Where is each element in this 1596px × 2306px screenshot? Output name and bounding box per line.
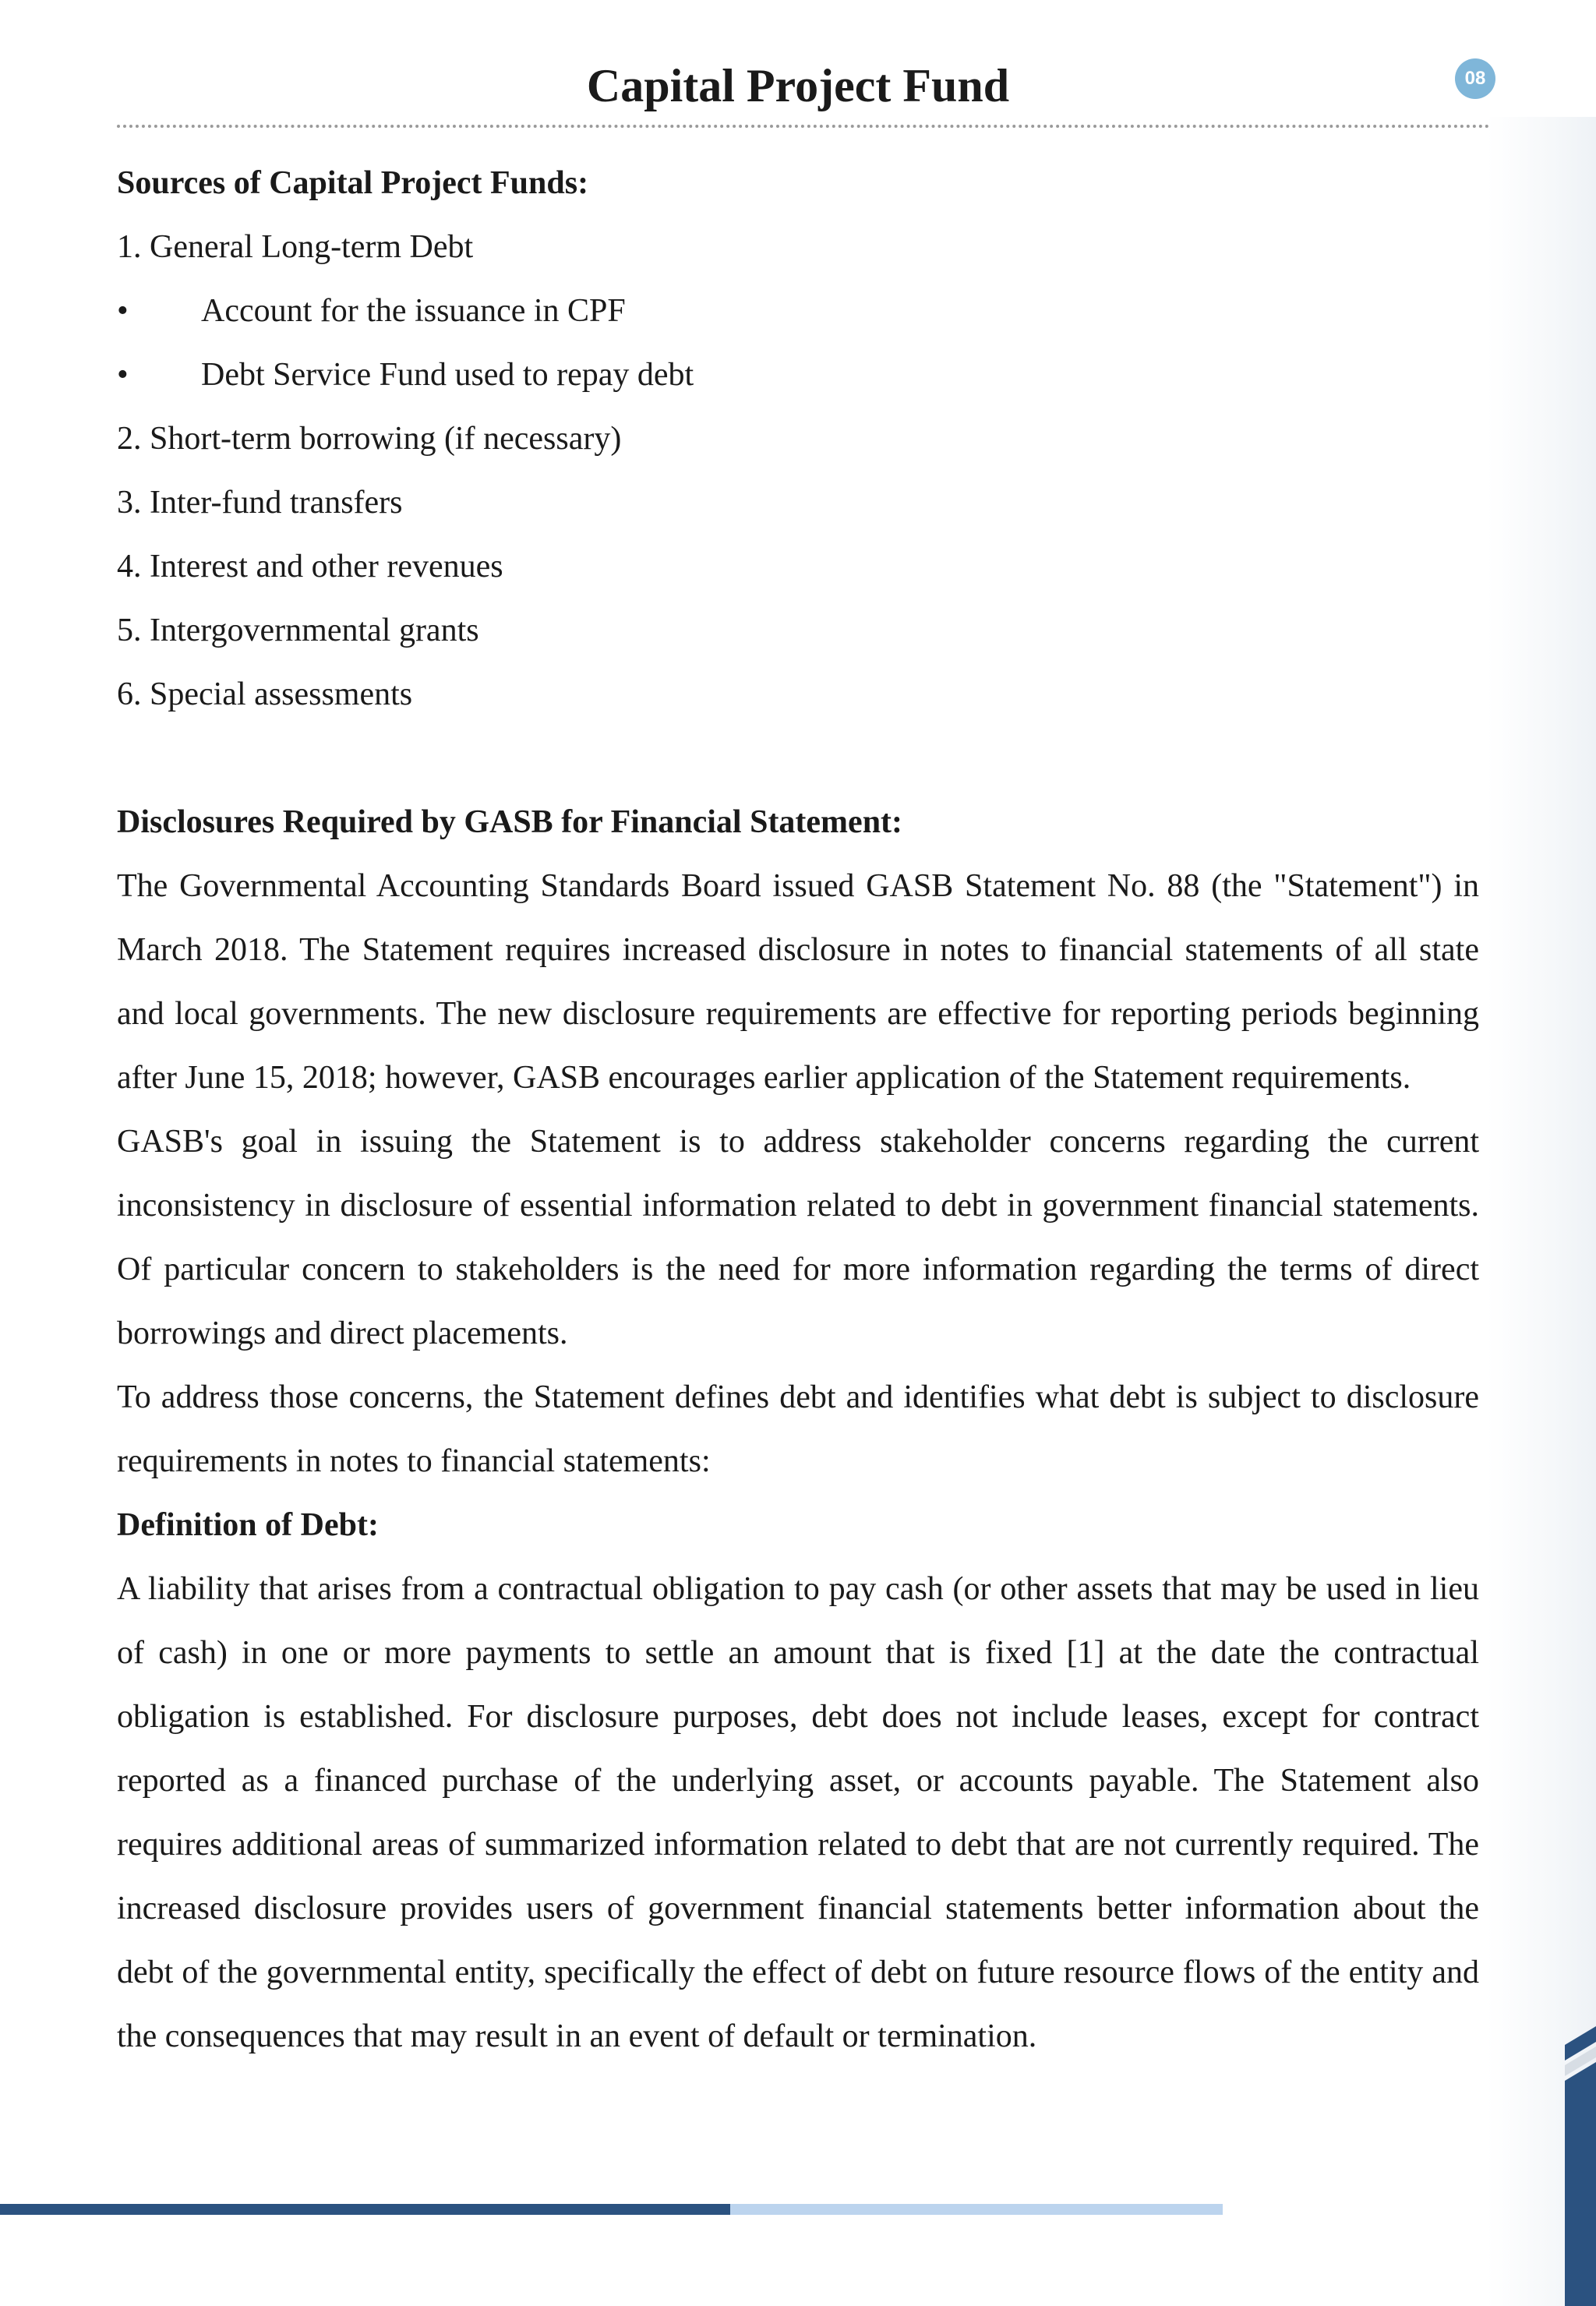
bullet-item [117, 343, 1479, 407]
page-title: Capital Project Fund [586, 60, 1010, 111]
list-item: 6. Special assessments [117, 676, 413, 712]
page-number-badge: 08 [1455, 58, 1495, 99]
sources-heading: Sources of Capital Project Funds: [117, 165, 589, 201]
definition-paragraph: A liability that arises from a contractual obligation to pay cash (or other assets that may be used in lieu of cash) in one or more payments to settle an amount that is fixed [1] at the date the contractual obligation is established. For disclosure purposes, debt does not include leases, except for contract reported as a financed purchase of the underlying asset, or accounts payable. The Statement also requires additional areas of summarized information related to debt that are not currently required. The increased disclosure provides users of government financial statements better information about the debt of the governmental entity, specifically the effect of debt on future resource flows of the entity and the consequences that may result in an event of default or termination. [117, 1571, 1479, 2054]
side-panel-decoration [1487, 117, 1596, 2306]
bullet-marker: • [117, 357, 129, 393]
body-paragraph: The Governmental Accounting Standards Board issued GASB Statement No. 88 (the "Statement") in March 2018. The Statement requires increased disclosure in notes to financial statements of all state and local governments. The new disclosure requirements are effective for reporting periods beginning after June 15, 2018; however, GASB encourages earlier application of the Statement requirements. [117, 868, 1479, 1096]
bullet-item [117, 279, 1479, 343]
title-divider [117, 125, 1490, 128]
bullet-text: Debt Service Fund used to repay debt [201, 357, 694, 393]
list-item: 2. Short-term borrowing (if necessary) [117, 421, 622, 457]
bullet-marker: • [117, 293, 129, 329]
body-paragraph: To address those concerns, the Statement defines debt and identifies what debt is subject to disclosure requirements in notes to financial statements: [117, 1379, 1479, 1479]
bullet-text: Account for the issuance in CPF [201, 293, 626, 329]
list-item: 3. Inter-fund transfers [117, 485, 403, 521]
list-item: 1. General Long-term Debt [117, 229, 474, 265]
document-body [117, 151, 1479, 2068]
disclosures-heading: Disclosures Required by GASB for Financial Statement: [117, 804, 903, 840]
list-item: 4. Interest and other revenues [117, 549, 503, 584]
footer-bar-dark [0, 2204, 730, 2215]
list-item: 5. Intergovernmental grants [117, 613, 479, 648]
section-spacer [117, 726, 1479, 790]
footer-bar-light [730, 2204, 1223, 2215]
corner-decoration [1565, 2026, 1596, 2306]
definition-heading: Definition of Debt: [117, 1507, 379, 1543]
body-paragraph: GASB's goal in issuing the Statement is to address stakeholder concerns regarding the current inconsistency in disclosure of essential information related to debt in government financial statements. Of particular concern to stakeholders is the need for more information regarding the terms of direct borrowings and direct placements. [117, 1124, 1479, 1351]
